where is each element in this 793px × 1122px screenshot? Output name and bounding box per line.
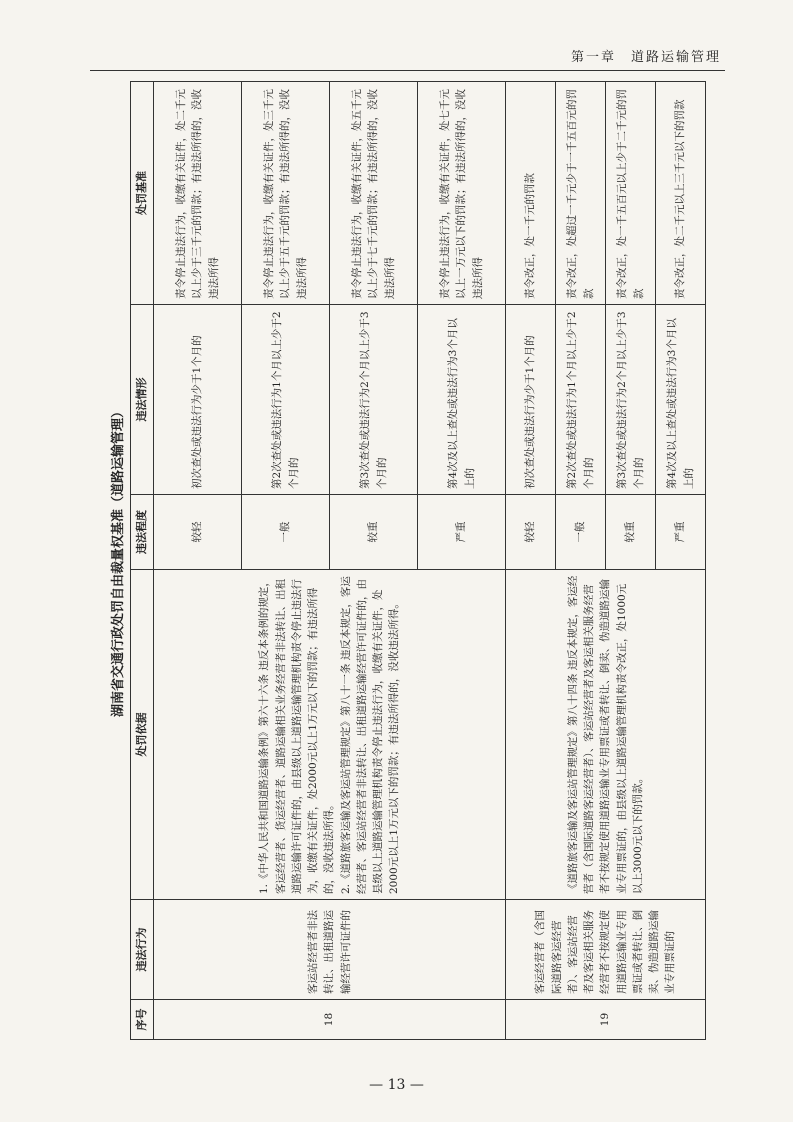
- degree-cell: 一般: [556, 495, 606, 570]
- page-number: — 13 —: [369, 1077, 424, 1093]
- row-number: 19: [506, 1000, 706, 1040]
- header-standard: 处罚基准: [131, 82, 154, 305]
- degree-cell: 较轻: [506, 495, 556, 570]
- table-title: 湖南省交通行政处罚自由裁量权基准（道路运输管理）: [111, 405, 126, 718]
- degree-cell: 较轻: [154, 495, 242, 570]
- penalty-table: [130, 81, 706, 1040]
- penalty-basis: 1.《中华人民共和国道路运输条例》第六十六条 违反本条例的规定，客运经营者、货运经营者、道路运输相关业务经营者非法转让、出租道路运输许可证件的，由县级以上道路运输管理机构责令停止违法行为，收缴有关证件，处2000元以上1万元以下的罚款；有违法所得的，没收违法所得。 2.《道路旅客运输及客运站管理规定》第八十一条 违反本规定，客运经营者、客运站经营者非法转让、出租道路运输经营许可证件的，由县级以上道路运输管理机构责令停止违法行为，收缴有关证件，处2000元以上1万元以下的罚款；有违法所得的，没收违法所得。: [154, 570, 506, 900]
- degree-cell: 严重: [656, 495, 706, 570]
- situation-cell: 初次查处或违法行为少于1个月的: [154, 305, 242, 495]
- standard-cell: 责令改正，处一千五百元以上少于二千元的罚款: [606, 82, 656, 305]
- header-basis: 处罚依据: [131, 570, 154, 900]
- situation-cell: 第2次查处或违法行为1个月以上少于2个月的: [242, 305, 330, 495]
- penalty-basis: 《道路旅客运输及客运站管理规定》第八十四条 违反本规定，客运经营者（含国际道路客运经营者）、客运站经营者及客运相关服务经营者不按规定使用道路运输业专用票证或者转让、倒卖、伪造道路运输业专用票证的，由县级以上道路运输管理机构责令改正，处1000元以上3000元以下的罚款。: [506, 570, 706, 900]
- chapter-heading: 第一章 道路运输管理: [570, 50, 721, 65]
- degree-cell: 较重: [330, 495, 418, 570]
- standard-cell: 责令停止违法行为，收缴有关证件，处二千元以上少于三千元的罚款；有违法所得的，没收违法所得: [154, 82, 242, 305]
- situation-cell: 第2次查处或违法行为1个月以上少于2个月的: [556, 305, 606, 495]
- standard-cell: 责令改正，处二千元以上三千元以下的罚款: [656, 82, 706, 305]
- situation-cell: 初次查处或违法行为少于1个月的: [506, 305, 556, 495]
- degree-cell: 严重: [418, 495, 506, 570]
- violation-act: 客运经营者（含国际道路客运经营者）、客运站经营者及客运相关服务经营者不按规定使用道路运输业专用票证或者转让、倒卖、伪造道路运输业专用票证的: [506, 900, 706, 1000]
- situation-cell: 第4次及以上查处或违法行为3个月以上的: [418, 305, 506, 495]
- standard-cell: 责令改正，处一千元的罚款: [506, 82, 556, 305]
- situation-cell: 第3次查处或违法行为2个月以上少于3个月的: [606, 305, 656, 495]
- standard-cell: 责令停止违法行为，收缴有关证件，处三千元以上少于五千元的罚款；有违法所得的，没收违法所得: [242, 82, 330, 305]
- row-number: 18: [154, 1000, 506, 1040]
- header-act: 违法行为: [131, 900, 154, 1000]
- table-header-row: [131, 82, 154, 1040]
- header-situation: 违法情形: [131, 305, 154, 495]
- table-row: [506, 82, 556, 1040]
- violation-act: 客运站经营者非法转让、出租道路运输经营许可证件的: [154, 900, 506, 1000]
- standard-cell: 责令停止违法行为，收缴有关证件，处五千元以上少于七千元的罚款；有违法所得的，没收违法所得: [330, 82, 418, 305]
- degree-cell: 一般: [242, 495, 330, 570]
- standard-cell: 责令改正，处超过一千元少于一千五百元的罚款: [556, 82, 606, 305]
- degree-cell: 较重: [606, 495, 656, 570]
- header-no: 序号: [131, 1000, 154, 1040]
- header-rule: [90, 70, 725, 71]
- standard-cell: 责令停止违法行为，收缴有关证件，处七千元以上一万元以下的罚款；有违法所得的，没收违法所得: [418, 82, 506, 305]
- situation-cell: 第4次及以上查处或违法行为3个月以上的: [656, 305, 706, 495]
- situation-cell: 第3次查处或违法行为2个月以上少于3个月的: [330, 305, 418, 495]
- header-degree: 违法程度: [131, 495, 154, 570]
- table-row: [154, 82, 242, 1040]
- rotated-table-block: [108, 82, 728, 1040]
